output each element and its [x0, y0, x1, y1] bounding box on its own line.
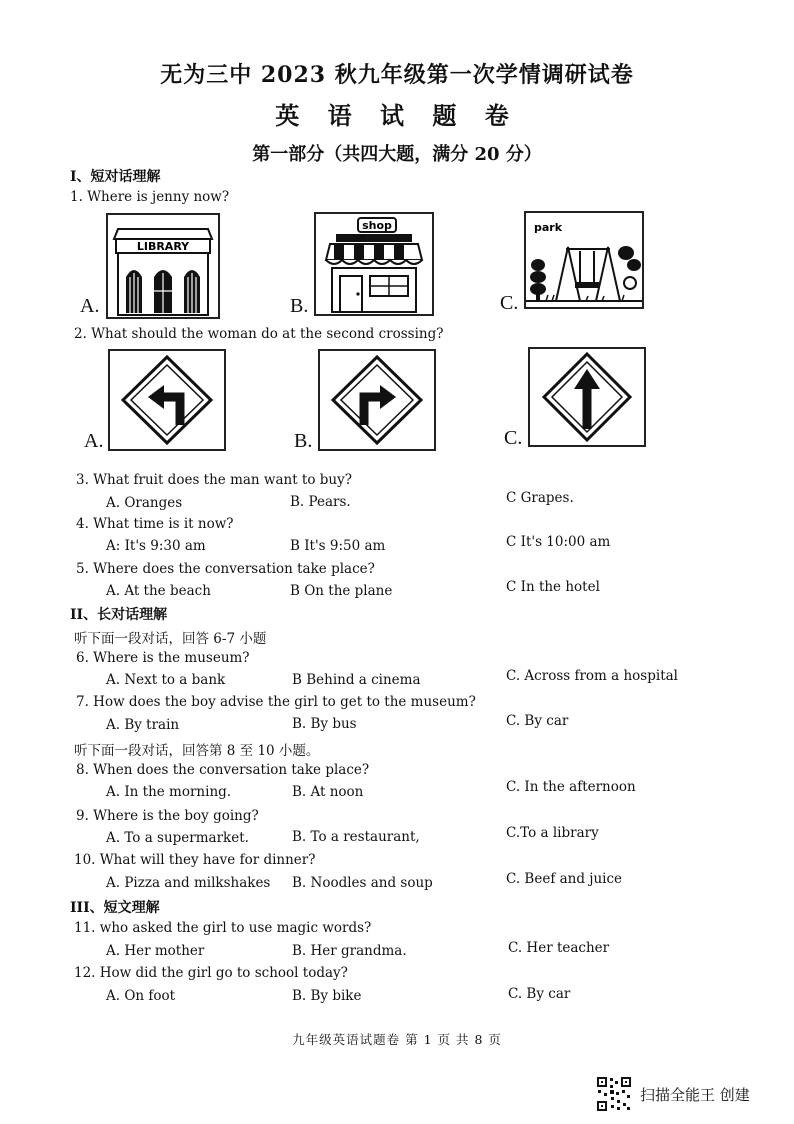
- q2-option-b-label: B.: [294, 430, 313, 452]
- q9-option-a: A. To a supermarket.: [106, 830, 249, 846]
- listening-note-6-7: 听下面一段对话，回答 6-7 小题: [74, 631, 267, 647]
- q7-option-b: B. By bus: [292, 716, 357, 732]
- q9-option-b: B. To a restaurant,: [292, 829, 420, 845]
- q8-option-b: B. At noon: [292, 784, 364, 800]
- section-heading-long-dialogue: II、长对话理解: [70, 607, 168, 623]
- q1-option-a-label: A.: [80, 295, 100, 317]
- park-swing-icon: [524, 211, 644, 309]
- q6-option-a: A. Next to a bank: [106, 672, 226, 688]
- shop-sign-text: shop: [362, 219, 392, 232]
- question-6: 6. Where is the museum?: [76, 650, 250, 666]
- listening-note-8-10: 听下面一段对话，回答第 8 至 10 小题。: [74, 743, 320, 759]
- question-10: 10. What will they have for dinner?: [74, 852, 316, 868]
- q4-option-b: B It's 9:50 am: [290, 538, 386, 554]
- q12-option-a: A. On foot: [106, 988, 176, 1004]
- q11-option-c: C. Her teacher: [508, 940, 610, 956]
- q1-option-c-label: C.: [500, 292, 519, 314]
- park-sign-text: park: [534, 221, 563, 234]
- q10-option-b: B. Noodles and soup: [292, 875, 433, 891]
- q11-option-b: B. Her grandma.: [292, 943, 407, 959]
- scanner-watermark: 扫描全能王 创建: [640, 1086, 750, 1104]
- section-heading-passage: III、短文理解: [70, 900, 160, 916]
- q2-option-a-label: A.: [84, 430, 104, 452]
- q5-option-b: B On the plane: [290, 583, 393, 599]
- q12-option-c: C. By car: [508, 986, 571, 1002]
- q8-option-a: A. In the morning.: [106, 784, 232, 800]
- question-2: 2. What should the woman do at the second crossing?: [74, 326, 444, 342]
- q7-option-c: C. By car: [506, 713, 569, 729]
- q3-option-c: C Grapes.: [506, 490, 574, 506]
- q6-option-b: B Behind a cinema: [292, 672, 421, 688]
- question-12: 12. How did the girl go to school today?: [74, 965, 348, 981]
- q12-option-b: B. By bike: [292, 988, 362, 1004]
- question-7: 7. How does the boy advise the girl to get to the museum?: [76, 694, 476, 710]
- turn-left-sign-icon: [108, 349, 226, 451]
- part-heading: 第一部分（共四大题，满分 20 分）: [252, 144, 542, 165]
- question-3: 3. What fruit does the man want to buy?: [76, 472, 352, 488]
- go-straight-sign-icon: [528, 347, 646, 447]
- library-building-icon: [106, 213, 220, 319]
- q4-option-a: A: It's 9:30 am: [106, 538, 206, 554]
- q11-option-a: A. Her mother: [106, 943, 205, 959]
- question-1: 1. Where is jenny now?: [70, 189, 230, 205]
- qr-code-icon: [596, 1076, 632, 1112]
- q10-option-a: A. Pizza and milkshakes: [106, 875, 271, 891]
- exam-subtitle: 英 语 试 题 卷: [275, 101, 519, 130]
- exam-title: 无为三中 2023 秋九年级第一次学情调研试卷: [160, 62, 634, 88]
- shop-storefront-icon: [314, 212, 434, 316]
- page-footer: 九年级英语试题卷 第 1 页 共 8 页: [292, 1032, 502, 1047]
- turn-right-sign-icon: [318, 349, 436, 451]
- q3-option-a: A. Oranges: [106, 495, 183, 511]
- question-5: 5. Where does the conversation take place?: [76, 561, 375, 577]
- q7-option-a: A. By train: [106, 717, 180, 733]
- q2-option-c-label: C.: [504, 427, 523, 449]
- q8-option-c: C. In the afternoon: [506, 779, 636, 795]
- q3-option-b: B. Pears.: [290, 494, 351, 510]
- q5-option-a: A. At the beach: [106, 583, 211, 599]
- q1-option-b-label: B.: [290, 295, 309, 317]
- q4-option-c: C It's 10:00 am: [506, 534, 611, 550]
- question-9: 9. Where is the boy going?: [76, 808, 259, 824]
- q10-option-c: C. Beef and juice: [506, 871, 623, 887]
- section-heading-short-dialogue: I、短对话理解: [70, 169, 161, 185]
- question-8: 8. When does the conversation take place?: [76, 762, 370, 778]
- q9-option-c: C.To a library: [506, 825, 599, 841]
- q5-option-c: C In the hotel: [506, 579, 600, 595]
- q6-option-c: C. Across from a hospital: [506, 668, 678, 684]
- library-sign-text: LIBRARY: [136, 240, 190, 253]
- question-11: 11. who asked the girl to use magic words?: [74, 920, 372, 936]
- question-4: 4. What time is it now?: [76, 516, 234, 532]
